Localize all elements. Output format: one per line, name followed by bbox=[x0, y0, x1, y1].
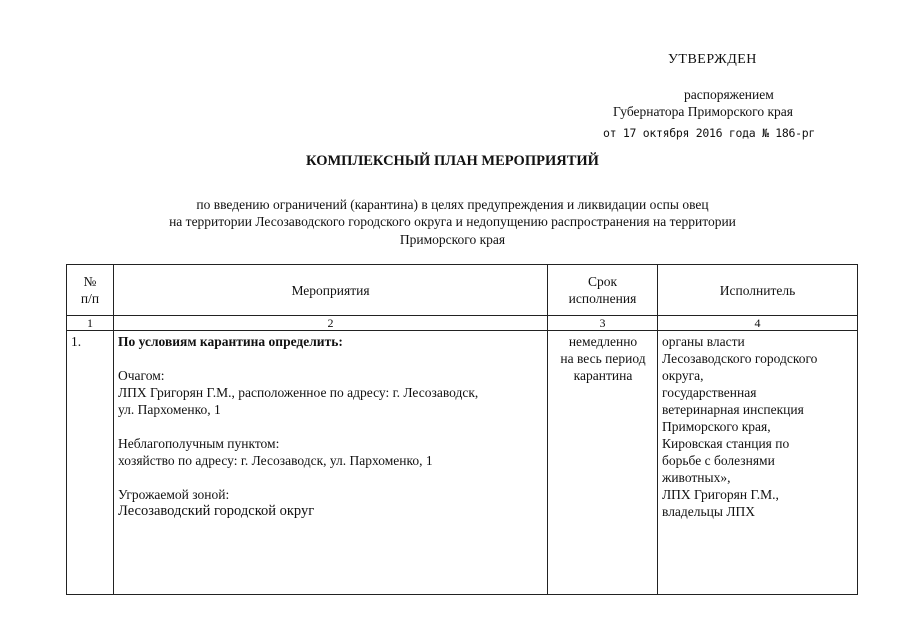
table-row bbox=[67, 331, 858, 595]
order-date-number: от 17 октября 2016 года № 186-рг bbox=[603, 126, 815, 140]
deadline-line-3: карантина bbox=[573, 368, 633, 383]
executor-line: Лесозаводского городского bbox=[662, 351, 818, 366]
header-deadline-line-2: исполнения bbox=[568, 291, 637, 306]
executor-line: органы власти bbox=[662, 334, 745, 349]
approved-by-order: распоряжением bbox=[684, 87, 774, 102]
executor-line: округа, bbox=[662, 368, 704, 383]
threatened-text: Лесозаводский городской округ bbox=[118, 503, 315, 519]
threatened-label: Угрожаемой зоной: bbox=[118, 487, 230, 502]
row-activity bbox=[114, 331, 548, 595]
activities-table bbox=[66, 264, 858, 595]
unfavorable-label: Неблагополучным пунктом: bbox=[118, 436, 280, 451]
executor-line: Приморского края, bbox=[662, 419, 771, 434]
approved-by-governor: Губернатора Приморского края bbox=[613, 104, 793, 119]
deadline-line-1: немедленно bbox=[568, 334, 638, 349]
executor-line: государственная bbox=[662, 385, 757, 400]
focus-text-line-2: ул. Пархоменко, 1 bbox=[118, 402, 221, 417]
executor-line: животных», bbox=[662, 470, 731, 485]
subtitle-line-1: по введению ограничений (карантина) в целях предупреждения и ликвидации оспы овец bbox=[196, 197, 709, 212]
focus-text-line-1: ЛПХ Григорян Г.М., расположенное по адресу: г. Лесозаводск, bbox=[118, 385, 479, 400]
executor-line: Кировская станция по bbox=[662, 436, 790, 451]
column-number: 2 bbox=[114, 316, 548, 331]
column-number: 3 bbox=[548, 316, 658, 331]
row-executor bbox=[658, 331, 858, 595]
header-num-line-2: п/п bbox=[80, 291, 100, 306]
subtitle-line-3: Приморского края bbox=[399, 232, 506, 247]
column-numbers-row bbox=[67, 316, 858, 331]
executor-line: ЛПХ Григорян Г.М., bbox=[662, 487, 779, 502]
executor-line: ветеринарная инспекция bbox=[662, 402, 804, 417]
subtitle-line-2: на территории Лесозаводского городского округа и недопущению распространения на территории bbox=[169, 214, 736, 229]
unfavorable-text: хозяйство по адресу: г. Лесозаводск, ул. Пархоменко, 1 bbox=[118, 453, 433, 468]
document-title: КОМПЛЕКСНЫЙ ПЛАН МЕРОПРИЯТИЙ bbox=[306, 153, 599, 169]
header-deadline bbox=[548, 265, 658, 316]
deadline-line-2: на весь период bbox=[560, 351, 646, 366]
activity-heading: По условиям карантина определить: bbox=[118, 334, 343, 349]
executor-line: владельцы ЛПХ bbox=[662, 504, 756, 519]
row-deadline bbox=[548, 331, 658, 595]
table-header-row bbox=[67, 265, 858, 316]
focus-label: Очагом: bbox=[118, 368, 165, 383]
column-number: 1 bbox=[67, 316, 114, 331]
executor-line: борьбе с болезнями bbox=[662, 453, 775, 468]
header-deadline-line-1: Срок bbox=[587, 274, 618, 289]
header-num bbox=[67, 265, 114, 316]
row-number: 1. bbox=[67, 331, 114, 595]
header-activities: Мероприятия bbox=[114, 265, 548, 316]
header-num-line-1: № bbox=[83, 274, 97, 289]
column-number: 4 bbox=[658, 316, 858, 331]
header-executor: Исполнитель bbox=[658, 265, 858, 316]
approved-stamp: УТВЕРЖДЕН bbox=[668, 52, 757, 67]
